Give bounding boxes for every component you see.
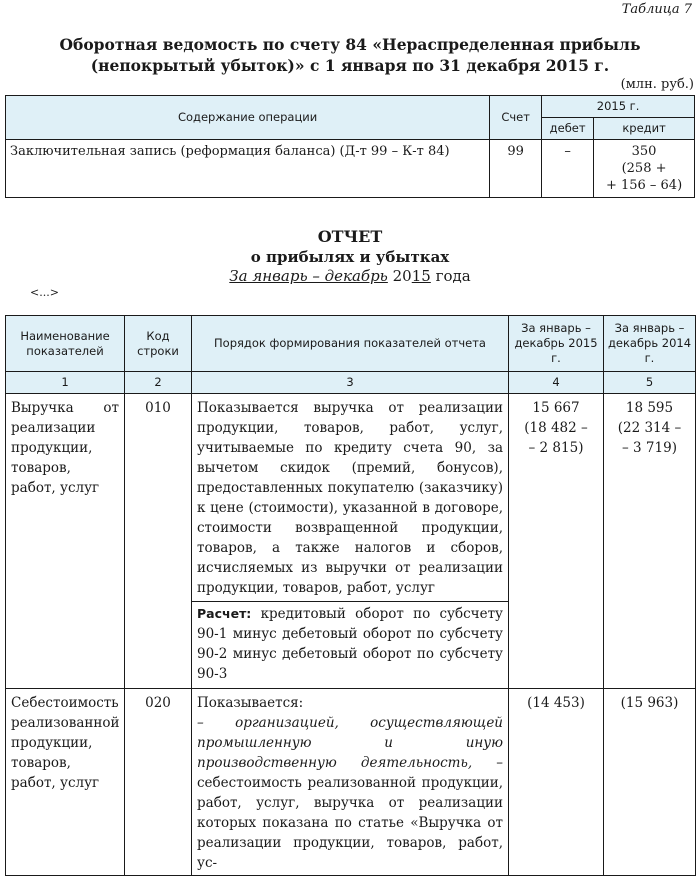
- current-total: 15 667: [532, 400, 580, 416]
- period-year-suffix: 15: [411, 267, 431, 285]
- row-procedure: Показывается выручка от реализации продукции, товаров, работ, услуг, учитываемые по кредиту счета 90, за вычетом скидок (премий, бонусов), предоставленных покупателю (заказчику) к цене (стоимости), указанной в договоре, стоимости возвращенной продукции, товаров, а также налогов и сборов, исчисляемых из выручки от реализации продукции, товаров, работ, услуг: [192, 394, 509, 602]
- col-number-4: 4: [509, 372, 604, 394]
- header-procedure: Порядок формирования показателей отчета: [192, 316, 509, 372]
- credit-formula-2: + 156 – 64): [605, 178, 683, 193]
- row-name: Себестоимость реализованной продукции, товаров, работ, услуг: [6, 689, 125, 876]
- procedure-intro: Показывается:: [197, 695, 304, 711]
- current-formula-2: – 2 815): [528, 440, 584, 456]
- table-row: [6, 689, 696, 876]
- credit-formula-1: (258 +: [621, 161, 667, 176]
- account-cell: 99: [490, 140, 542, 198]
- header-operation: Содержание операции: [6, 96, 490, 140]
- current-formula-1: (18 482 –: [524, 420, 588, 436]
- turnover-heading: [0, 34, 700, 76]
- previous-total: 18 595: [625, 400, 674, 416]
- calc-label: Расчет:: [197, 606, 252, 621]
- header-previous: За январь – декабрь 2014 г.: [604, 316, 696, 372]
- row-code: 010: [125, 394, 192, 689]
- header-year: 2015 г.: [542, 96, 695, 118]
- income-statement-table: [5, 315, 696, 876]
- row-current-value: [509, 394, 604, 689]
- header-account: Счет: [490, 96, 542, 140]
- calc-text: кредитовый оборот по субсчету 90-1 минус дебетовый оборот по субсчету 90-2 минус дебетовый оборот по субсчету 90-3: [197, 606, 503, 682]
- debit-cell: –: [542, 140, 594, 198]
- row-previous-value: (15 963): [604, 689, 696, 876]
- previous-formula-1: (22 314 –: [617, 420, 682, 436]
- header-current: За январь – декабрь 2015 г.: [509, 316, 604, 372]
- credit-cell: [594, 140, 695, 198]
- row-calculation: [192, 602, 509, 689]
- row-name: Выручка от реализации продукции, товаров, работ, услуг: [6, 394, 125, 689]
- report-subtitle: о прибылях и убытках: [250, 248, 450, 266]
- header-debit: дебет: [542, 118, 594, 140]
- table-row: [6, 394, 696, 602]
- header-credit: кредит: [594, 118, 695, 140]
- units-label: (млн. руб.): [620, 77, 694, 92]
- header-name: Наименование показателей: [6, 316, 125, 372]
- turnover-heading-line2: (непокрытый убыток)» с 1 января по 31 декабря 2015 г.: [90, 56, 610, 75]
- procedure-rest: – себестоимость реализованной продукции, работ, услуг, выручка от реализации которых показана по статье «Выручка от реализации продукции, товаров, работ, ус-: [197, 755, 504, 871]
- procedure-italic: – организацией, осуществляющей промышленную и иную производственную деятельность,: [197, 715, 503, 771]
- operation-cell: Заключительная запись (реформация баланса) (Д-т 99 – К-т 84): [6, 140, 490, 198]
- previous-formula-2: – 3 719): [622, 440, 677, 456]
- row-code: 020: [125, 689, 192, 876]
- col-number-1: 1: [6, 372, 125, 394]
- period-word: года: [435, 267, 471, 285]
- row-procedure: [192, 689, 509, 876]
- row-current-value: (14 453): [509, 689, 604, 876]
- period-year-prefix: 20: [392, 267, 412, 285]
- header-code: Код строки: [125, 316, 192, 372]
- table-caption: Таблица 7: [621, 2, 692, 17]
- turnover-table: [5, 95, 695, 198]
- col-number-5: 5: [604, 372, 696, 394]
- turnover-heading-line1: Оборотная ведомость по счету 84 «Нераспределенная прибыль: [59, 35, 641, 54]
- table-row: [6, 140, 695, 198]
- period-italic: За январь – декабрь: [229, 267, 388, 285]
- report-period: [0, 266, 700, 286]
- omission-mark: <...>: [30, 286, 59, 299]
- col-number-3: 3: [192, 372, 509, 394]
- col-number-2: 2: [125, 372, 192, 394]
- credit-value: 350: [631, 144, 657, 159]
- report-title: ОТЧЕТ: [317, 227, 383, 246]
- row-previous-value: [604, 394, 696, 689]
